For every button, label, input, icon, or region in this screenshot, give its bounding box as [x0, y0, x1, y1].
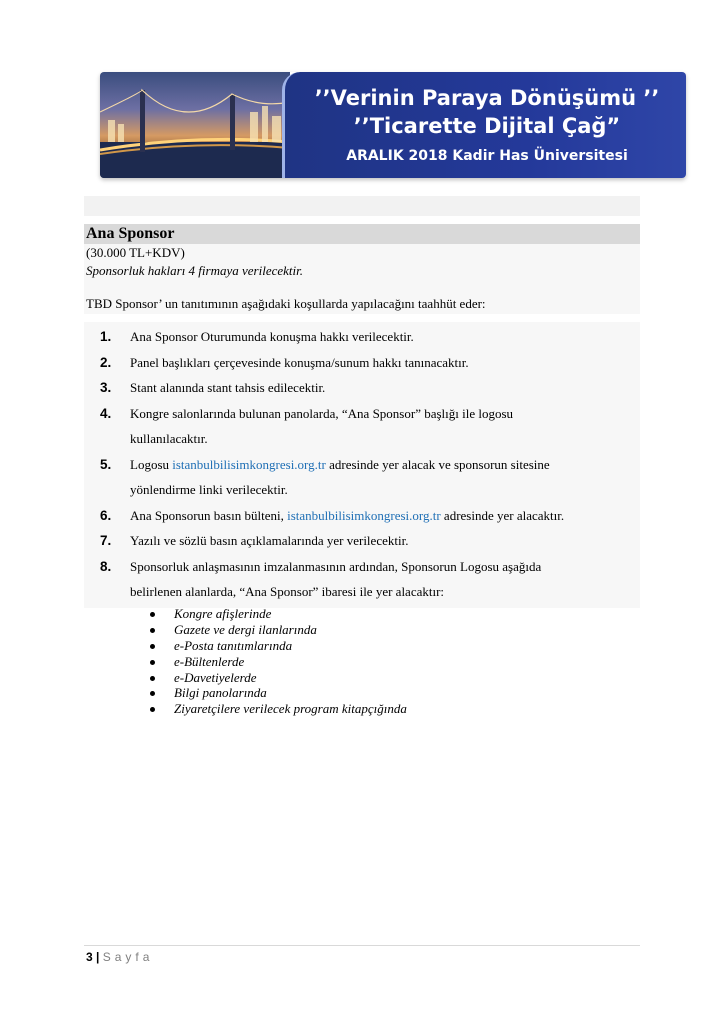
bullet-text: Kongre afişlerinde [174, 606, 272, 621]
bullet-icon [150, 676, 155, 681]
bullet-icon [150, 628, 155, 633]
website-link[interactable]: istanbulbilisimkongresi.org.tr [172, 456, 326, 472]
list-item [100, 452, 640, 478]
bullet-icon [150, 691, 155, 696]
list-item [100, 528, 640, 554]
sponsor-rights-list [100, 324, 640, 605]
event-banner [100, 72, 686, 178]
item-text: belirlenen alanlarda, “Ana Sponsor” ibaresi ile yer alacaktır: [130, 584, 445, 599]
item-text: Kongre salonlarında bulunan panolarda, “Ana Sponsor” başlığı ile logosu [130, 405, 514, 421]
item-number: 6. [100, 507, 112, 523]
banner-title-panel [282, 72, 686, 178]
item-text [130, 503, 564, 529]
list-item-continuation [100, 426, 640, 452]
bullet-text: Ziyaretçilere verilecek program kitapçığında [174, 701, 407, 717]
list-item [100, 554, 640, 580]
item-number: 1. [100, 329, 112, 344]
shaded-spacer [84, 196, 640, 216]
list-item-continuation [100, 477, 640, 503]
page-number: 3 [86, 950, 93, 964]
banner-event-date-venue: ARALIK 2018 Kadir Has Üniversitesi [346, 148, 628, 164]
bullet-text: Gazete ve dergi ilanlarında [174, 621, 317, 637]
bullet-text: e-Bültenlerde [174, 653, 245, 669]
list-item [100, 324, 640, 350]
page-label: Sayfa [102, 950, 154, 964]
item-text: yönlendirme linki verilecektir. [130, 482, 288, 497]
banner-title-line2: ’’Ticarette Dijital Çağ” [353, 114, 621, 138]
sponsor-note: Sponsorluk hakları 4 firmaya verilecektir. [86, 263, 303, 278]
item-text: Sponsorluk anlaşmasının imzalanmasının ardından, Sponsorun Logosu aşağıda [130, 558, 542, 574]
item-number: 8. [100, 558, 112, 574]
item-text-prefix: Ana Sponsorun basın bülteni, [130, 507, 288, 523]
list-item-continuation [100, 579, 640, 605]
item-text: Panel başlıkları çerçevesinde konuşma/sunum hakkı tanınacaktır. [130, 354, 469, 370]
list-item [100, 401, 640, 427]
list-item [100, 503, 640, 529]
list-item [100, 350, 640, 376]
bullet-icon [150, 707, 155, 712]
list-item [100, 375, 640, 401]
item-text: Ana Sponsor Oturumunda konuşma hakkı verilecektir. [130, 329, 414, 344]
bullet-text: e-Posta tanıtımlarında [174, 637, 293, 653]
footer-divider [84, 945, 640, 946]
item-text: Stant alanında stant tahsis edilecektir. [130, 380, 326, 395]
bullet-icon [150, 612, 155, 617]
bullet-icon [150, 644, 155, 649]
page-footer [86, 950, 153, 964]
item-number: 2. [100, 354, 112, 370]
item-number: 5. [100, 456, 112, 472]
footer-separator: | [96, 950, 100, 964]
bullet-text: e-Davetiyelerde [174, 669, 257, 685]
bullet-text: Bilgi panolarında [174, 685, 267, 701]
website-link[interactable]: istanbulbilisimkongresi.org.tr [287, 507, 441, 523]
item-text: kullanılacaktır. [130, 431, 208, 446]
item-text: Yazılı ve sözlü basın açıklamalarında yer verilecektir. [130, 533, 409, 548]
sponsor-price: (30.000 TL+KDV) [86, 245, 185, 260]
bosphorus-bridge-image [100, 72, 290, 178]
item-text-suffix: adresinde yer alacak ve sponsorun sitesine [325, 456, 550, 472]
item-text [130, 452, 550, 478]
item-number: 4. [100, 405, 112, 421]
sponsor-intro: TBD Sponsor’ un tanıtımının aşağıdaki koşullarda yapılacağını taahhüt eder: [86, 296, 486, 311]
item-number: 7. [100, 533, 112, 548]
banner-title-line1: ’’Verinin Paraya Dönüşümü ’’ [314, 86, 660, 110]
bullet-icon [150, 660, 155, 665]
item-number: 3. [100, 380, 112, 395]
item-text-prefix: Logosu [130, 456, 173, 472]
section-title: Ana Sponsor [84, 224, 640, 244]
item-text-suffix: adresinde yer alacaktır. [440, 507, 565, 523]
